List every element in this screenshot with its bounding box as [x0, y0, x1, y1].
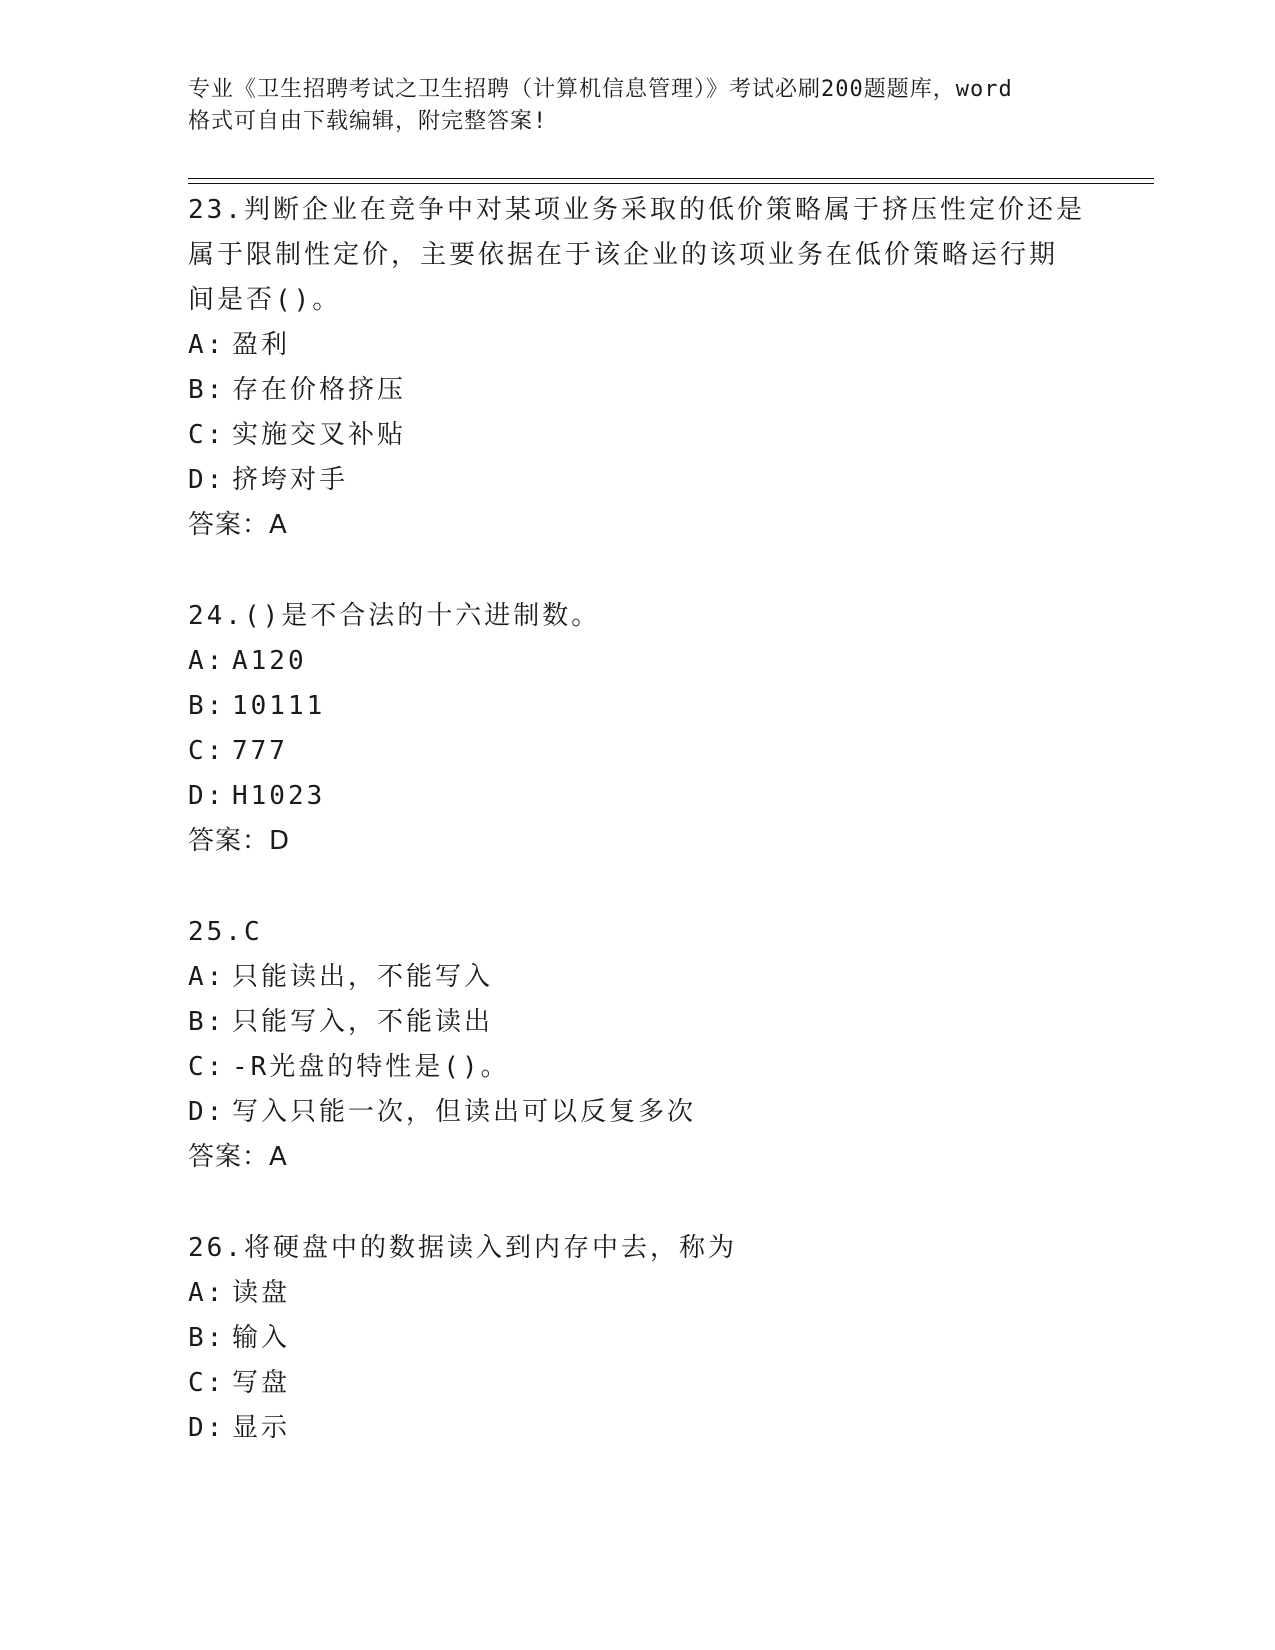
option-letter: B:: [188, 375, 226, 405]
option-letter: D:: [188, 781, 226, 811]
answer-line: 答案：A: [188, 1142, 288, 1172]
header-divider-top: [188, 178, 1154, 179]
header-divider-bottom: [188, 183, 1154, 184]
option-letter: D:: [188, 1097, 226, 1127]
question-list: [188, 188, 1088, 1497]
option-letter: C:: [188, 1052, 226, 1082]
question-text-line: 属于限制性定价，主要依据在于该企业的该项业务在低价策略运行期: [188, 240, 1059, 270]
option-letter: C:: [188, 736, 226, 766]
option-b: [188, 368, 1088, 413]
option-b: [188, 684, 1088, 729]
question-text-line: 间是否()。: [188, 285, 342, 315]
option-letter: A:: [188, 330, 226, 360]
question-text-line: 23.判断企业在竞争中对某项业务采取的低价策略属于挤压性定价还是: [188, 195, 1085, 225]
question-25: [188, 910, 1088, 1180]
question-24: [188, 594, 1088, 864]
option-b: [188, 1000, 1088, 1045]
option-text: 只能读出，不能写入: [232, 962, 494, 992]
option-c: [188, 413, 1088, 458]
answer-line: 答案：D: [188, 826, 291, 856]
option-d: [188, 1090, 1088, 1135]
option-text: 输入: [232, 1323, 291, 1353]
option-text: 写入只能一次，但读出可以反复多次: [232, 1097, 697, 1127]
option-text: 挤垮对手: [232, 465, 349, 495]
option-letter: A:: [188, 962, 226, 992]
option-d: [188, 1406, 1088, 1451]
option-text: 盈利: [232, 330, 291, 360]
option-a: [188, 1271, 1088, 1316]
question-26: [188, 1226, 1088, 1451]
option-text: 读盘: [232, 1278, 291, 1308]
option-a: [188, 955, 1088, 1000]
question-23: [188, 188, 1088, 548]
option-text: -R光盘的特性是()。: [232, 1052, 510, 1082]
question-text-line: 24.()是不合法的十六进制数。: [188, 601, 601, 631]
option-text: 10111: [232, 691, 326, 721]
option-text: 只能写入，不能读出: [232, 1007, 494, 1037]
option-text: 实施交叉补贴: [232, 420, 407, 450]
answer-line: 答案：A: [188, 510, 288, 540]
option-letter: C:: [188, 1368, 226, 1398]
option-letter: A:: [188, 1278, 226, 1308]
option-c: [188, 1045, 1088, 1090]
option-c: [188, 1361, 1088, 1406]
header-line-2: 格式可自由下载编辑，附完整答案!: [188, 109, 548, 134]
option-d: [188, 458, 1088, 503]
option-text: H1023: [232, 781, 326, 811]
option-letter: B:: [188, 1323, 226, 1353]
option-letter: D:: [188, 465, 226, 495]
option-a: [188, 323, 1088, 368]
option-letter: A:: [188, 646, 226, 676]
option-letter: B:: [188, 691, 226, 721]
document-header: [188, 74, 1088, 138]
option-letter: C:: [188, 420, 226, 450]
option-letter: D:: [188, 1413, 226, 1443]
option-a: [188, 639, 1088, 684]
option-text: A120: [232, 646, 307, 676]
option-c: [188, 729, 1088, 774]
question-text-line: 25.C: [188, 917, 263, 947]
option-text: 显示: [232, 1413, 291, 1443]
option-d: [188, 774, 1088, 819]
header-line-1: 专业《卫生招聘考试之卫生招聘（计算机信息管理）》考试必刷200题题库，word: [188, 77, 1013, 102]
option-text: 777: [232, 736, 288, 766]
question-text-line: 26.将硬盘中的数据读入到内存中去，称为: [188, 1233, 737, 1263]
option-text: 写盘: [232, 1368, 291, 1398]
option-letter: B:: [188, 1007, 226, 1037]
option-text: 存在价格挤压: [232, 375, 407, 405]
option-b: [188, 1316, 1088, 1361]
